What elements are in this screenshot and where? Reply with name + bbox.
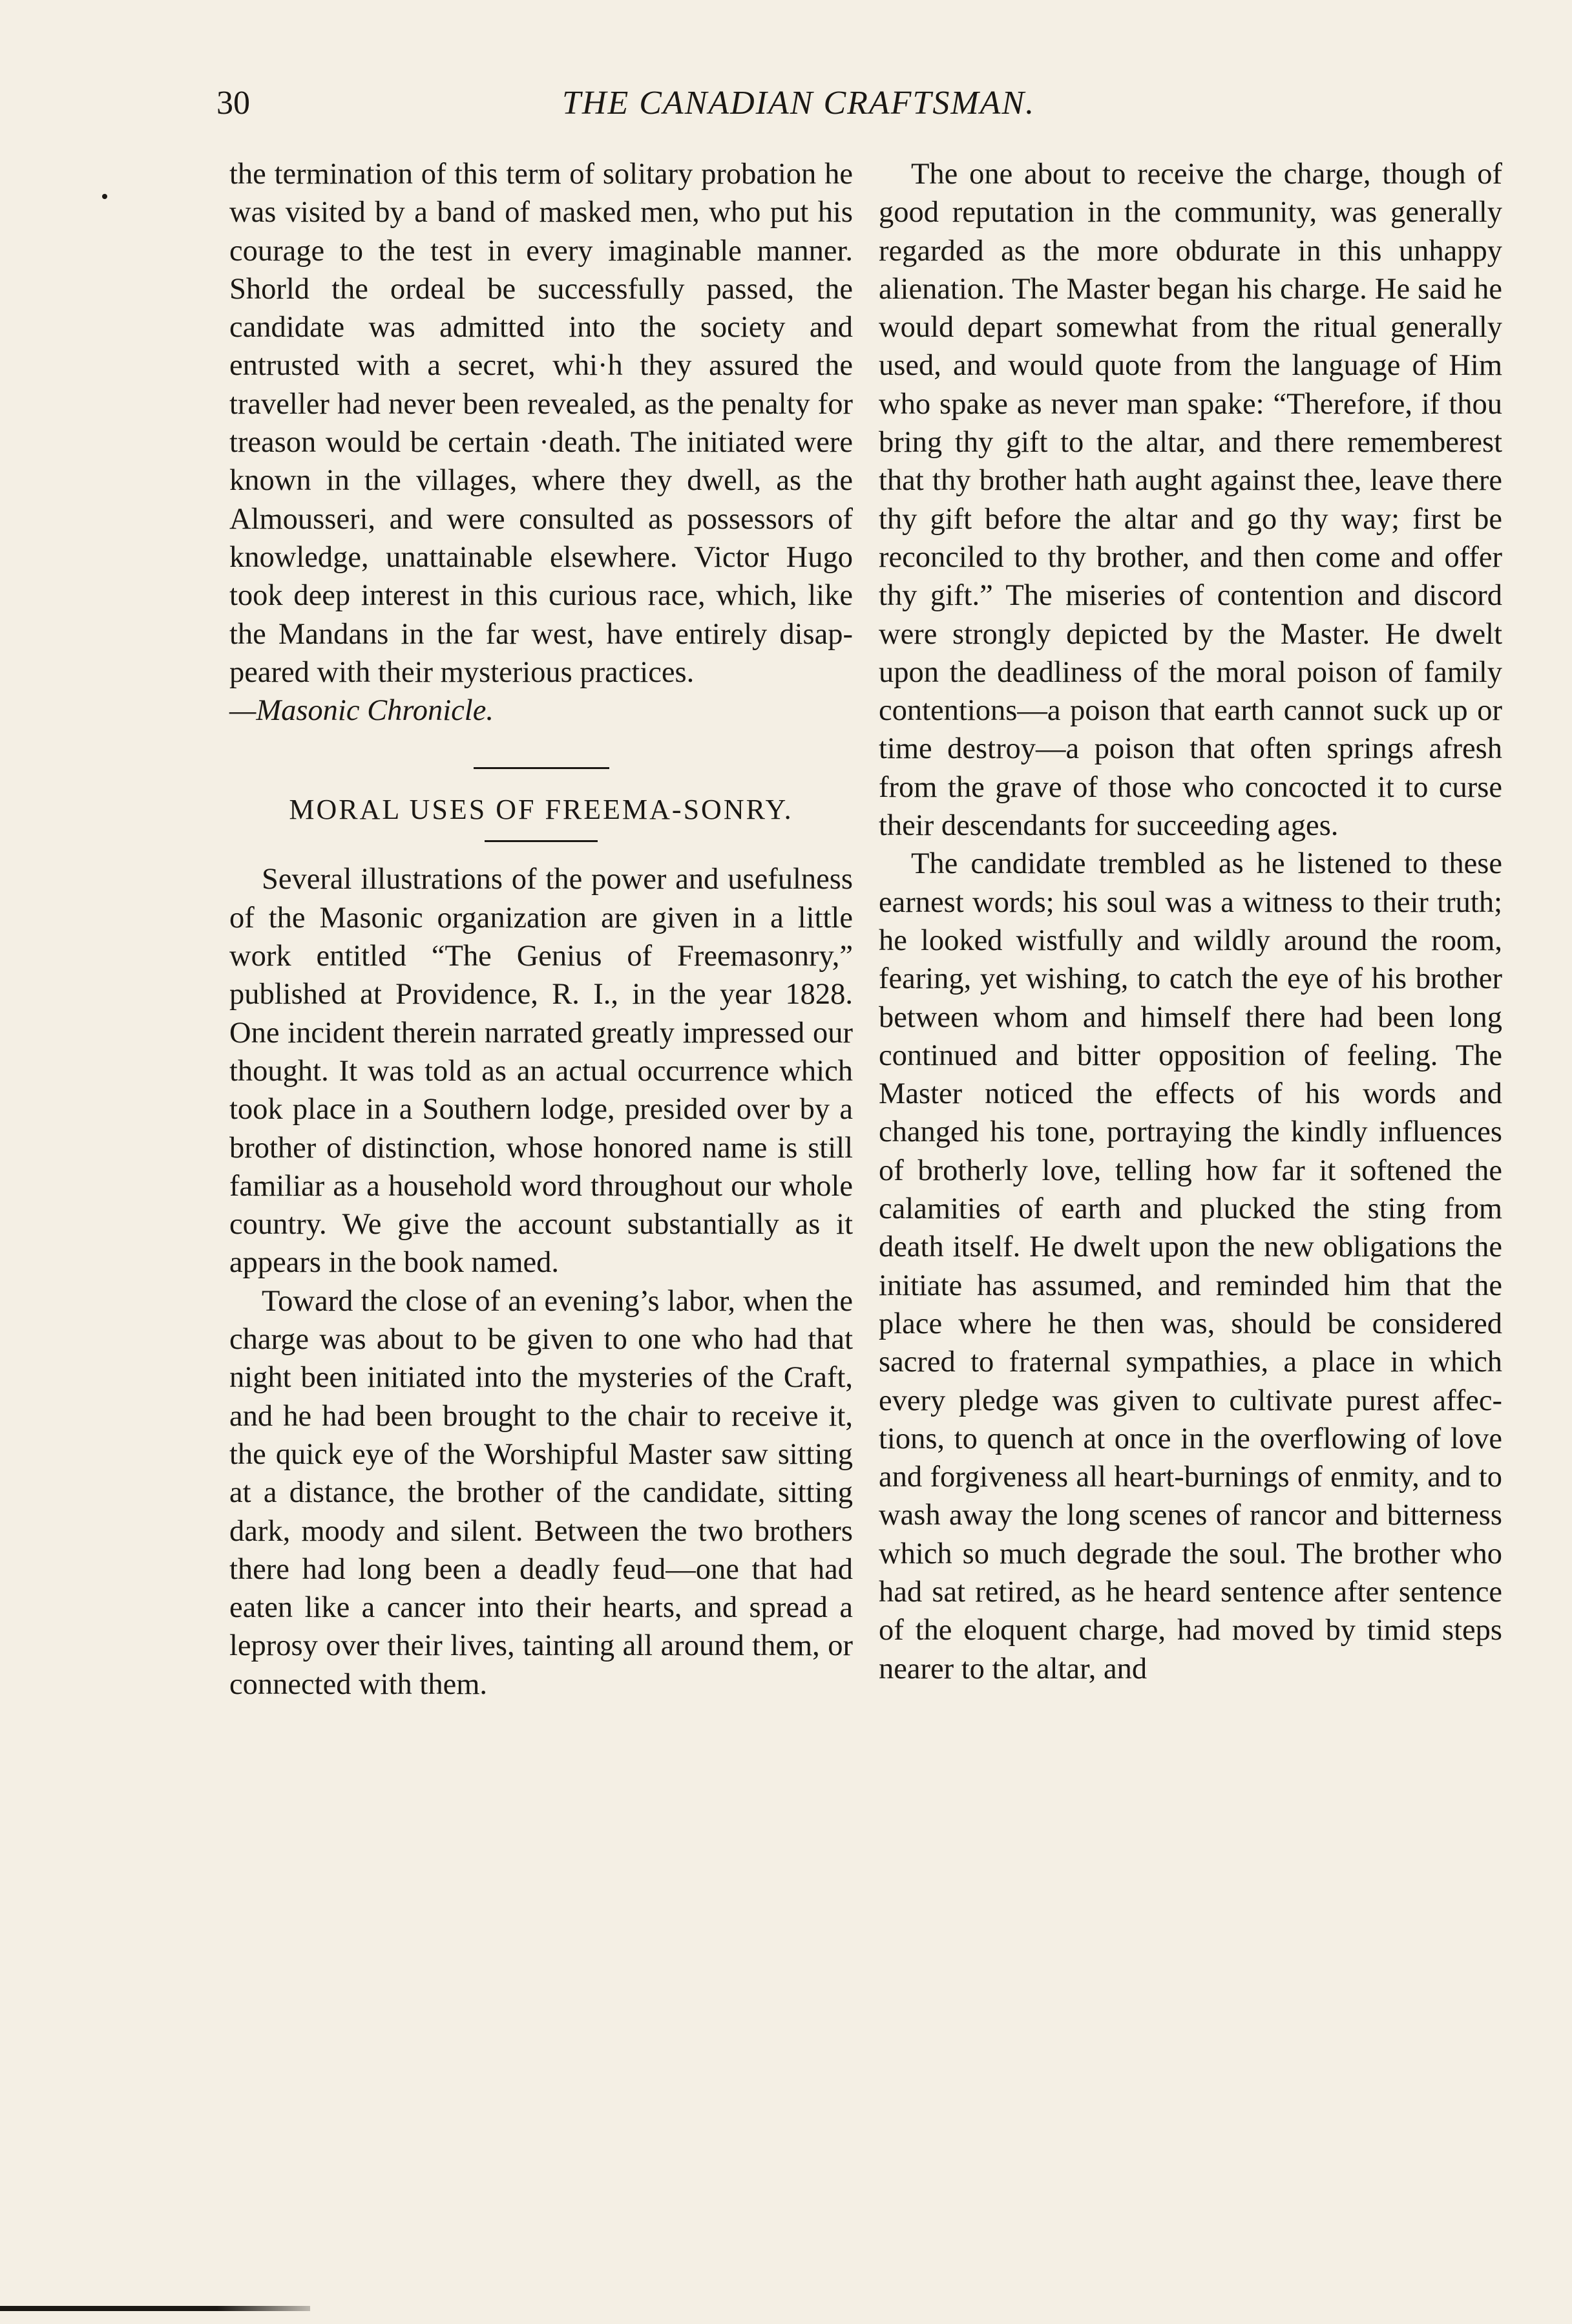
article-paragraph-4: The candidate trembled as he listened to these earnest words; his soul was a witness to their truth; he looked wistfully and wildly around the room, fearing, yet wishing, to catch the eye of his brother between whom and himself there had been long continued and bitter opposition of feeling. The Master noticed the effects of his words and changed his tone, portraying the kindly influences of brotherly love, telling how far it softened the calamities of earth and plucked the sting from death itself. He dwelt upon the new obligations the initiate has assumed, and reminded him that the place where he then was, should be considered sacred to fraternal sympathies, a place in which every pledge was given to cultivate purest affections, to quench at once in the overflowing of love and forgiveness all heart-burnings of enmity, and to wash away the long scenes of rancor and bitterness which so much degrade the soul. The brother who had sat retired, as he heard sentence after sentence of the eloquent charge, had moved by timid steps nearer to the altar, and <box>879 847 1502 1685</box>
continued-paragraph: the termination of this term of solitary probation he was visited by a band of masked men, who put his courage to the test in every imaginable manner. Shorld the ordeal be successfully passed, the candidate was admitted into the society and entrusted with a secret, whi·h they assured the traveller had never been revealed, as the penalty for treason would be certain ·death. The initiated were known in the villages, where they dwell, as the Almousseri, and were consulted as possessors of knowledge, unattainable elsewhere. Victor Hugo took deep interest in this curious race, which, like the Mandans in the far west, have entirely disappeared with their mysterious practices. <box>229 158 853 689</box>
article-paragraph-2: Toward the close of an evening’s labor, when the charge was about to be given to one who had that night been initiated into the mysteries of the Craft, and he had been brought to the chair to receive it, the quick eye of the Worshipful Master saw sitting at a distance, the brother of the candidate, sitting dark, moody and silent. Between the two brothers there had long been a deadly feud—one that had eaten like a cancer into their hearts, and spread a leprosy over their lives, tainting all around them, or connected with them. <box>229 1284 853 1701</box>
right-column <box>879 155 1502 1688</box>
section-divider-bottom <box>485 840 598 842</box>
ink-dot <box>102 194 107 199</box>
page-number: 30 <box>216 85 250 121</box>
article-paragraph-3: The one about to receive the charge, though of good reputation in the community, was generally regarded as the more obdurate in this unhappy alienation. The Master began his charge. He said he would depart somewhat from the ritual generally used, and would quote from the language of Him who spake as never man spake: “Therefore, if thou bring thy gift to the altar, and there rememberest that thy brother hath aught against thee, leave there thy gift before the altar and go thy way; first be reconciled to thy brother, and then come and offer thy gift.” The miseries of contention and discord were strongly depicted by the Master. He dwelt upon the deadliness of the moral poison of family contentions—a poison that earth cannot suck up or time destroy—a poison that often springs afresh from the grave of those who concocted it to curse their descendants for succeeding ages. <box>879 158 1502 843</box>
page-bottom-rule <box>0 2306 310 2311</box>
left-column <box>229 155 853 1704</box>
article-paragraph-1: Several illustrations of the power and usefulness of the Masonic organization are given in a little work entitled “The Genius of Freemasonry,” published at Providence, R. I., in the year 1828. One incident therein narrated greatly impressed our thought. It was told as an actual occurrence which took place in a Southern lodge, presided over by a brother of distinction, whose honored name is still familiar as a household word throughout our whole country. We give the account substantially as it appears in the book named. <box>229 863 853 1280</box>
page-header <box>216 84 1509 129</box>
section-title: MORAL USES OF FREEMA-SONRY. <box>289 794 793 826</box>
running-title: THE CANADIAN CRAFTSMAN. <box>562 85 1036 121</box>
section-divider-top <box>474 767 609 769</box>
source-citation: —Masonic Chronicle. <box>229 694 494 728</box>
